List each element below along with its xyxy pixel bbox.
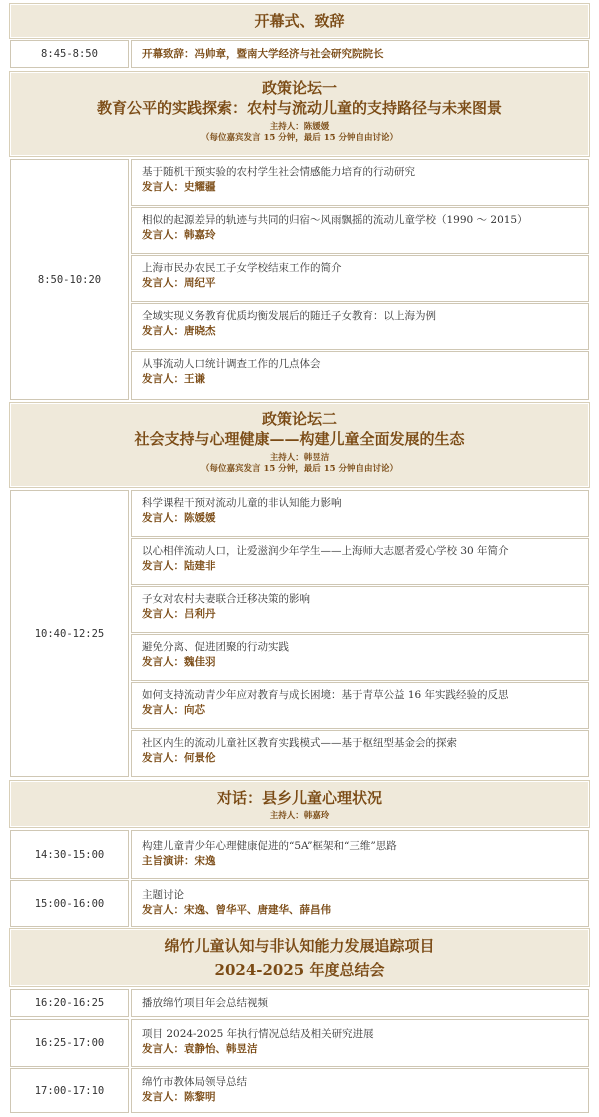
- mianzhu-item-3: [131, 1068, 589, 1113]
- mianzhu-title2: 2024-2025 年度总结会: [214, 961, 385, 979]
- item-title: 科学课程干预对流动儿童的非认知能力影响: [142, 497, 342, 509]
- forum1-header: [10, 72, 589, 156]
- forum2-time: 10:40-12:25: [10, 490, 129, 777]
- forum1-item-5: [131, 351, 589, 400]
- item-speaker: 发言人：王谦: [142, 373, 205, 385]
- forum2-host: 主持人：韩昱洁: [269, 453, 330, 463]
- forum2-item-3: [131, 586, 589, 633]
- forum2-header: [10, 403, 589, 487]
- item-speaker: 发言人：何景伦: [142, 752, 216, 764]
- item-speaker: 发言人：陈黎明: [142, 1091, 216, 1103]
- item-title: 相似的起源差异的轨迹与共同的归宿～风雨飘摇的流动儿童学校（1990 ～ 2015）: [142, 214, 528, 226]
- forum2-title1: 政策论坛二: [261, 410, 337, 428]
- item-title: 如何支持流动青少年应对教育与成长困境：基于青草公益 16 年实践经验的反思: [142, 689, 509, 701]
- item-title: 主题讨论: [142, 889, 184, 901]
- item-title: 避免分离、促进团聚的行动实践: [142, 641, 289, 653]
- mianzhu-item-2: [131, 1019, 589, 1067]
- opening-time: 8:45-8:50: [10, 40, 129, 68]
- opening-title: 开幕式、致辞: [254, 12, 345, 30]
- dialogue-host: 主持人：韩嘉玲: [269, 811, 330, 821]
- item-speaker: 发言人：吕利丹: [142, 608, 216, 620]
- item-speaker: 发言人：史耀疆: [142, 181, 216, 193]
- forum1-item-4: [131, 303, 589, 350]
- mianzhu-time-2: 16:25-17:00: [10, 1019, 129, 1067]
- forum1-time: 8:50-10:20: [10, 159, 129, 400]
- forum1-note: （每位嘉宾发言 15 分钟，最后 15 分钟自由讨论）: [201, 133, 398, 143]
- item-title: 上海市民办农民工子女学校结束工作的简介: [142, 262, 342, 274]
- item-title: 项目 2024-2025 年执行情况总结及相关研究进展: [142, 1028, 374, 1040]
- mianzhu-time-3: 17:00-17:10: [10, 1068, 129, 1113]
- item-title: 子女对农村夫妻联合迁移决策的影响: [142, 593, 310, 605]
- mianzhu-title1: 绵竹儿童认知与非认知能力发展追踪项目: [164, 937, 435, 955]
- item-speaker: 发言人：韩嘉玲: [142, 229, 216, 241]
- opening-item: [131, 40, 589, 68]
- item-speaker: 发言人：向芯: [142, 704, 205, 716]
- item-title: 全域实现义务教育优质均衡发展后的随迁子女教育：以上海为例: [142, 310, 436, 322]
- item-title: 以心相伴流动人口，让爱滋润少年学生——上海师大志愿者爱心学校 30 年简介: [142, 545, 509, 557]
- forum1-item-1: [131, 159, 589, 206]
- mianzhu-time-1: 16:20-16:25: [10, 989, 129, 1017]
- mianzhu-item-1: [131, 989, 589, 1017]
- forum1-title1: 政策论坛一: [261, 79, 337, 97]
- item-title: 从事流动人口统计调查工作的几点体会: [142, 358, 321, 370]
- forum2-item-1: [131, 490, 589, 537]
- item-speaker: 发言人：魏佳羽: [142, 656, 216, 668]
- dialogue-title: 对话：县乡儿童心理状况: [216, 789, 382, 807]
- dialogue-time-2: 15:00-16:00: [10, 880, 129, 927]
- item-title: 社区内生的流动儿童社区教育实践模式——基于枢纽型基金会的探索: [142, 737, 457, 749]
- item-title: 绵竹市教体局领导总结: [142, 1076, 247, 1088]
- forum2-item-4: [131, 634, 589, 681]
- forum2-note: （每位嘉宾发言 15 分钟，最后 15 分钟自由讨论）: [201, 464, 398, 474]
- dialogue-item-2: [131, 880, 589, 927]
- mianzhu-header: [10, 929, 589, 986]
- item-speaker: 发言人：周纪平: [142, 277, 216, 289]
- item-title: 构建儿童青少年心理健康促进的“5A”框架和“三维”思路: [142, 840, 397, 852]
- forum1-item-3: [131, 255, 589, 302]
- forum1-item-2: [131, 207, 589, 254]
- dialogue-time-1: 14:30-15:00: [10, 830, 129, 879]
- item-speaker: 主旨演讲：宋逸: [142, 855, 216, 867]
- opening-speaker: 开幕致辞：冯帅章，暨南大学经济与社会研究院院长: [142, 47, 384, 60]
- dialogue-item-1: [131, 830, 589, 879]
- item-speaker: 发言人：陆建非: [142, 560, 216, 572]
- item-title: 播放绵竹项目年会总结视频: [142, 996, 268, 1009]
- item-speaker: 发言人：陈媛媛: [142, 512, 216, 524]
- opening-header: [10, 4, 589, 38]
- item-speaker: 发言人：唐晓杰: [142, 325, 216, 337]
- forum2-item-6: [131, 730, 589, 777]
- item-speaker: 发言人：袁静怡、韩昱洁: [142, 1043, 258, 1055]
- forum1-title2: 教育公平的实践探索：农村与流动儿童的支持路径与未来图景: [96, 99, 502, 117]
- dialogue-header: [10, 781, 589, 827]
- forum2-title2: 社会支持与心理健康——构建儿童全面发展的生态: [134, 430, 465, 448]
- item-title: 基于随机干预实验的农村学生社会情感能力培育的行动研究: [142, 166, 415, 178]
- forum1-host: 主持人：陈媛媛: [269, 122, 330, 132]
- forum2-item-5: [131, 682, 589, 729]
- forum2-item-2: [131, 538, 589, 585]
- item-speaker: 发言人：宋逸、曾华平、唐建华、薛昌伟: [142, 904, 331, 916]
